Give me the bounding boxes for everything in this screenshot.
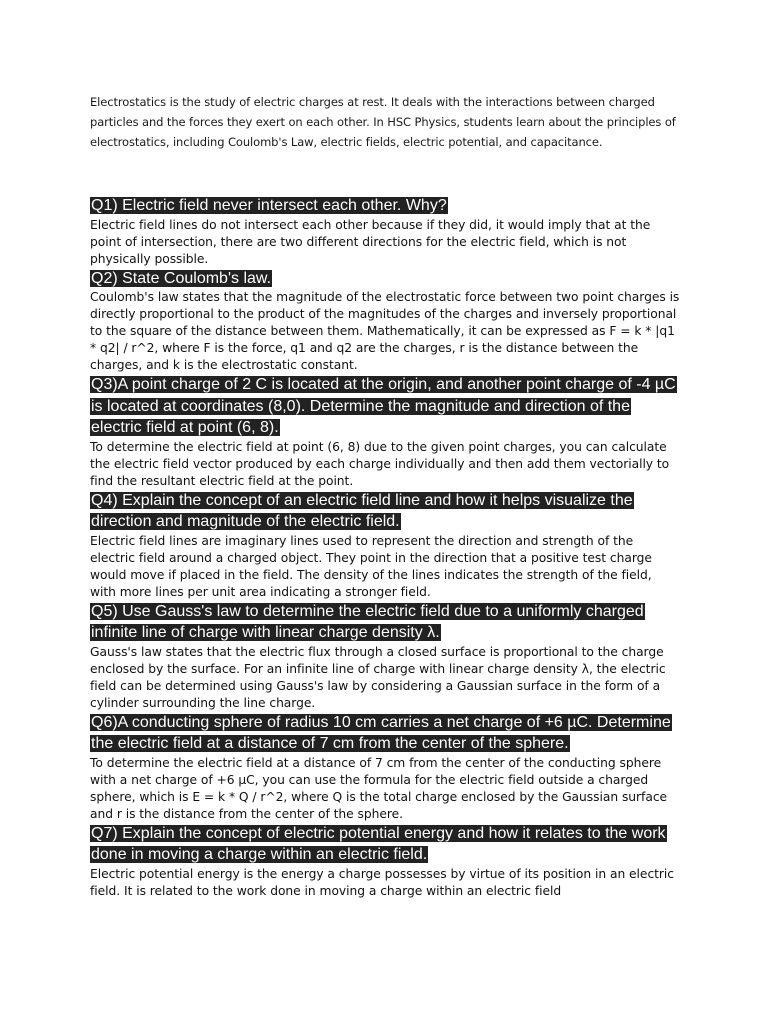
answer-text: To determine the electric field at point (6, 8) due to the given point charges, you can calculate the electric field vector produced by each charge individually and then add them vectorially to find the resultant electric field at the point. — [90, 439, 670, 488]
qa-item-3 — [90, 374, 680, 490]
document-page — [90, 0, 680, 900]
qa-item-7 — [90, 823, 680, 900]
answer-text: Coulomb's law states that the magnitude of the electrostatic force between two point charges is directly proportional to the product of the magnitudes of the charges and inversely proportional to the square of the distance between them. Mathematically, it can be expressed as F = k * |q1 * q2| / r^2, where F is the force, q1 and q2 are the charges, r is the distance between the charges, and k is the electrostatic constant. — [90, 290, 680, 372]
question-heading — [90, 601, 680, 644]
answer-text: Electric field lines do not intersect each other because if they did, it would imply that at the point of intersection, there are two different directions for the electric field, which is not physically possible. — [90, 217, 651, 266]
question-text: Q2) State Coulomb's law. — [91, 269, 272, 287]
qa-item-6 — [90, 712, 680, 823]
qa-item-1 — [90, 195, 680, 268]
question-heading — [90, 374, 680, 439]
question-text: Q7) Explain the concept of electric potential energy and how it relates to the work done in moving a charge within an electric field. — [91, 824, 666, 863]
question-heading — [90, 490, 680, 533]
question-heading — [90, 712, 680, 755]
answer-text: To determine the electric field at a distance of 7 cm from the center of the conducting sphere with a net charge of +6 µC, you can use the formula for the electric field outside a charged sphere, which is E = k * Q / r^2, where Q is the total charge enclosed by the Gaussian surface and r is the distance from the center of the sphere. — [90, 755, 668, 821]
question-heading — [90, 195, 680, 217]
answer-text: Gauss's law states that the electric flux through a closed surface is proportional to the charge enclosed by the surface. For an infinite line of charge with linear charge density λ, the electric field can be determined using Gauss's law by considering a Gaussian surface in the form of a cylinder surrounding the line charge. — [90, 644, 666, 710]
question-heading — [90, 823, 680, 866]
question-heading — [90, 268, 680, 290]
qa-item-4 — [90, 490, 680, 601]
qa-item-2 — [90, 268, 680, 375]
answer-text: Electric potential energy is the energy a charge possesses by virtue of its position in an electric field. It is related to the work done in moving a charge within an electric field — [90, 866, 675, 898]
answer-text: Electric field lines are imaginary lines used to represent the direction and strength of the electric field around a charged object. They point in the direction that a positive test charge would move if placed in the field. The density of the lines indicates the strength of the field, with more lines per unit area indicating a stronger field. — [90, 533, 652, 599]
qa-item-5 — [90, 601, 680, 712]
intro-paragraph: Electrostatics is the study of electric charges at rest. It deals with the interactions between charged particles and the forces they exert on each other. In HSC Physics, students learn about the principles of electrostatics, including Coulomb's Law, electric fields, electric potential, and capacitance. — [90, 95, 676, 149]
qa-list — [90, 195, 680, 900]
question-text: Q6)A conducting sphere of radius 10 cm carries a net charge of +6 µC. Determine the electric field at a distance of 7 cm from the center of the sphere. — [91, 713, 671, 752]
question-text: Q5) Use Gauss's law to determine the electric field due to a uniformly charged infinite line of charge with linear charge density λ. — [91, 602, 644, 641]
question-text: Q3)A point charge of 2 C is located at the origin, and another point charge of -4 µC is located at coordinates (8,0). Determine the magnitude and direction of the electric field at point (6, 8). — [91, 376, 676, 436]
question-text: Q4) Explain the concept of an electric field line and how it helps visualize the direction and magnitude of the electric field. — [91, 491, 633, 530]
question-text: Q1) Electric field never intersect each other. Why? — [91, 197, 447, 214]
